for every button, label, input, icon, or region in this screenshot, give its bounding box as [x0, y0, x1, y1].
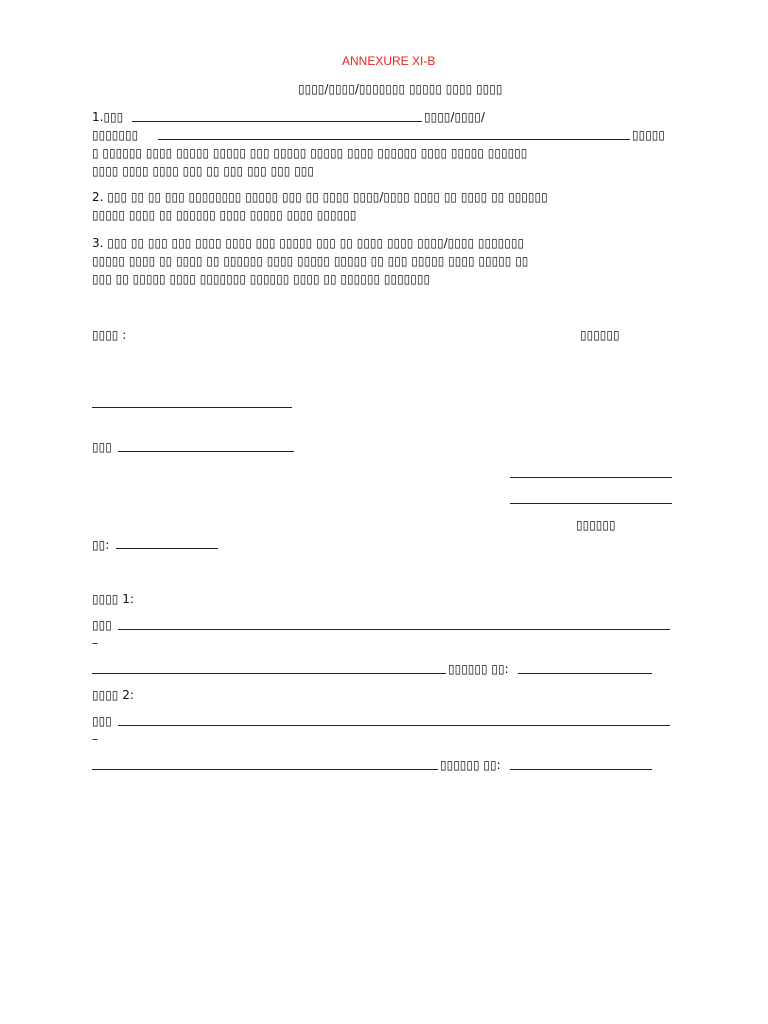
- clause2-line2: ▯▯▯▯▯ ▯▯▯▯ ▯▯ ▯▯▯▯▯▯ ▯▯▯▯ ▯▯▯▯▯ ▯▯▯▯ ▯▯▯▯▯▯: [92, 208, 357, 222]
- clause1-blank-name: [132, 121, 422, 122]
- clause3-line1: 3. ▯▯▯ ▯▯ ▯▯▯ ▯▯▯ ▯▯▯▯ ▯▯▯▯ ▯▯▯ ▯▯▯▯▯ ▯▯▯ ▯▯ ▯▯▯▯ ▯▯▯▯ ▯▯▯▯/▯▯▯▯ ▯▯▯▯▯▯▯: [92, 236, 525, 250]
- clause1-line1-suffix: ▯▯▯▯/▯▯▯▯/: [424, 110, 485, 124]
- witness2-name-label: ▯▯▯: [92, 714, 112, 728]
- signatory-label-2: ▯▯▯▯▯▯: [576, 518, 616, 532]
- witness2-sign-label: ▯▯▯▯▯▯ ▯▯:: [440, 758, 501, 772]
- witness1-name-label: ▯▯▯: [92, 618, 112, 632]
- clause1-blank-address: [158, 139, 630, 140]
- annexure-title: ANNEXURE XI-B: [342, 54, 436, 68]
- witness1-heading: ▯▯▯▯ 1:: [92, 592, 134, 606]
- date-label: ▯▯:: [92, 538, 110, 552]
- clause1-line3: ▯ ▯▯▯▯▯▯ ▯▯▯▯ ▯▯▯▯▯ ▯▯▯▯▯ ▯▯▯ ▯▯▯▯▯ ▯▯▯▯▯ ▯▯▯▯ ▯▯▯▯▯▯ ▯▯▯▯ ▯▯▯▯▯ ▯▯▯▯▯▯: [92, 146, 528, 160]
- signature-line: [92, 407, 292, 408]
- name-blank: [118, 451, 294, 452]
- clause1-line2-suffix: ▯▯▯▯▯: [632, 128, 666, 142]
- document-subtitle: ▯▯▯▯/▯▯▯▯/▯▯▯▯▯▯▯ ▯▯▯▯▯ ▯▯▯▯ ▯▯▯▯: [298, 82, 503, 96]
- witness1-dash: –: [92, 636, 98, 650]
- witness1-address-blank: [92, 673, 446, 674]
- witness2-address-blank: [92, 769, 438, 770]
- witness1-name-blank: [118, 629, 670, 630]
- signatory-blank-1: [510, 477, 672, 478]
- place-label: ▯▯▯▯ :: [92, 328, 127, 342]
- witness2-heading: ▯▯▯▯ 2:: [92, 688, 134, 702]
- witness1-sign-blank: [518, 673, 652, 674]
- witness1-sign-label: ▯▯▯▯▯▯ ▯▯:: [448, 662, 509, 676]
- clause1-line2-prefix: ▯▯▯▯▯▯▯: [92, 128, 139, 142]
- clause3-line3: ▯▯▯ ▯▯ ▯▯▯▯▯ ▯▯▯▯ ▯▯▯▯▯▯▯ ▯▯▯▯▯▯ ▯▯▯▯ ▯▯ ▯▯▯▯▯▯ ▯▯▯▯▯▯▯: [92, 272, 431, 286]
- date-blank: [116, 548, 218, 549]
- clause3-line2: ▯▯▯▯▯ ▯▯▯▯ ▯▯ ▯▯▯▯ ▯▯ ▯▯▯▯▯▯ ▯▯▯▯ ▯▯▯▯▯ ▯▯▯▯▯ ▯▯ ▯▯▯ ▯▯▯▯▯ ▯▯▯▯ ▯▯▯▯▯ ▯▯: [92, 254, 529, 268]
- signatory-label: ▯▯▯▯▯▯: [580, 328, 620, 342]
- witness2-dash: –: [92, 732, 98, 746]
- signatory-blank-2: [510, 503, 672, 504]
- witness2-sign-blank: [510, 769, 652, 770]
- name-label: ▯▯▯: [92, 440, 112, 454]
- clause1-line1-prefix: 1.▯▯▯: [92, 110, 124, 124]
- clause2-line1: 2. ▯▯▯ ▯▯ ▯▯ ▯▯▯ ▯▯▯▯▯▯▯▯ ▯▯▯▯▯ ▯▯▯ ▯▯ ▯▯▯▯ ▯▯▯▯/▯▯▯▯ ▯▯▯▯ ▯▯ ▯▯▯▯ ▯▯ ▯▯▯▯▯▯: [92, 190, 548, 204]
- clause1-line4: ▯▯▯▯ ▯▯▯▯ ▯▯▯▯ ▯▯▯ ▯▯ ▯▯▯ ▯▯▯ ▯▯▯ ▯▯▯: [92, 164, 315, 178]
- witness2-name-blank: [118, 725, 670, 726]
